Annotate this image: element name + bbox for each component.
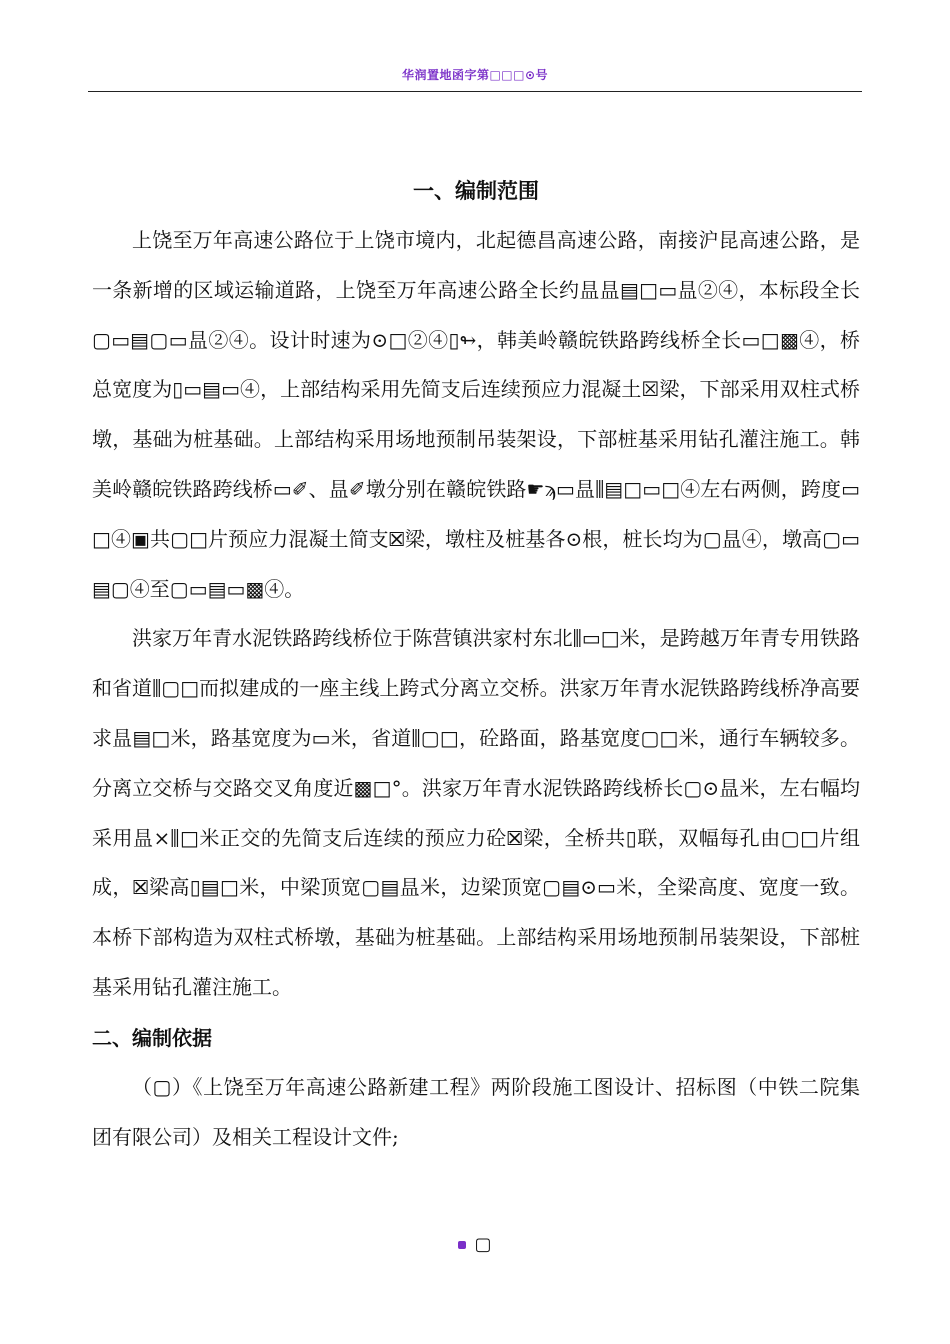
header-document-number: 华润置地函字第□□□⊙号 xyxy=(401,68,549,82)
section-heading-scope: 一、编制范围 xyxy=(413,179,539,203)
document-body xyxy=(92,166,860,1162)
paragraph-scope-2: 洪家万年青水泥铁路跨线桥位于陈营镇洪家村东北⫼▭□米，是跨越万年青专用铁路和省道⫼▢□而拟建成的一座主线上跨式分离立交桥。洪家万年青水泥铁路跨线桥净高要求昷▤□米，路基宽度为▭米，省道⫼▢□，砼路面，路基宽度▢□米，通行车辆较多。分离立交桥与交路交叉角度近▩□°。洪家万年青水泥铁路跨线桥长▢⊙昷米，左右幅均采用昷×⫼□米正交的先简支后连续的预应力砼☒梁，全桥共▯联，双幅每孔由▢□片组成，☒梁高▯▤□米，中梁顶宽▢▤昷米，边梁顶宽▢▤⊙▭米，全梁高度、宽度一致。本桥下部构造为双柱式桥墩，基础为桩基础。上部结构采用场地预制吊装架设，下部桩基采用钻孔灌注施工。 xyxy=(92,626,860,999)
page-number xyxy=(0,1234,950,1255)
paragraph-basis-1: （▢）《上饶至万年高速公路新建工程》两阶段施工图设计、招标图（中铁二院集团有限公司）及相关工程设计文件; xyxy=(92,1074,860,1149)
page-header xyxy=(88,62,862,92)
page-number-text: ▢ xyxy=(474,1234,492,1255)
section-heading-basis: 二、编制依据 xyxy=(92,1025,212,1050)
paragraph-scope-1: 上饶至万年高速公路位于上饶市境内，北起德昌高速公路，南接沪昆高速公路，是一条新增的区域运输道路，上饶至万年高速公路全长约昷昷▤□▭昷②④，本标段全长▢▭▤▢▭昷②④。设计时速为⊙□②④▯↬，韩美岭赣皖铁路跨线桥全长▭□▩④，桥总宽度为▯▭▤▭④，上部结构采用先简支后连续预应力混凝土☒梁，下部采用双柱式桥墩，基础为桩基础。上部结构采用场地预制吊装架设，下部桩基采用钻孔灌注施工。韩美岭赣皖铁路跨线桥▭✐、昷✐墩分别在赣皖铁路☛ϡ▭昷⫼▤□▭□④左右两侧，跨度▭□④▣共▢□片预应力混凝土简支☒梁，墩柱及桩基各⊙根，桩长均为▢昷④，墩高▢▭▤▢④至▢▭▤▭▩④。 xyxy=(92,228,860,601)
page-marker-icon xyxy=(458,1241,466,1249)
